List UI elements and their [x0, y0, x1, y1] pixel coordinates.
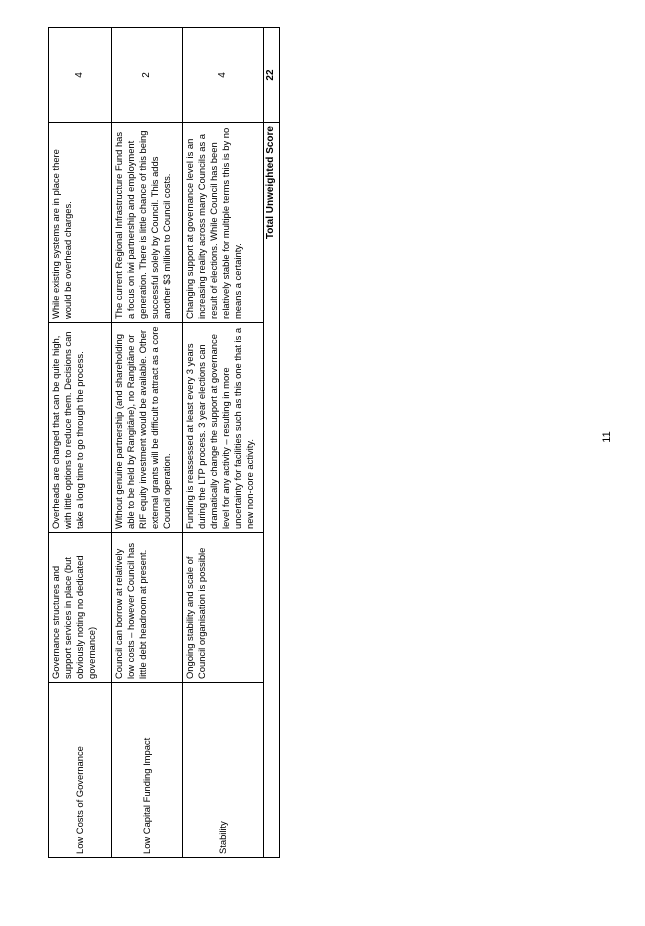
blank-cell — [264, 533, 280, 683]
weakness-cell: Overheads are charged that can be quite high, with little options to reduce them. Decisions can take a long time to go through the process. — [49, 323, 112, 533]
evaluation-table — [48, 27, 280, 858]
criterion-cell: Low Capital Funding Impact — [112, 683, 183, 858]
comment-cell: The current Regional Infrastructure Fund has a focus on iwi partnership and employment generation. There is little chance of this being successful solely by Council. This adds another $3 million to Council costs. — [112, 123, 183, 323]
weakness-cell: Without genuine partnership (and shareholding able to be held by Rangitāne), no Rangitāne or RIF equity investment would be available. Other external grants will be difficult to attract as a core Council operation. — [112, 323, 183, 533]
total-score-label: Total Unweighted Score — [264, 123, 280, 323]
score-cell: 4 — [49, 28, 112, 123]
table-row — [112, 28, 183, 858]
criterion-cell: Stability — [183, 683, 264, 858]
score-cell: 4 — [183, 28, 264, 123]
strength-cell: Governance structures and support services in place (but obviously noting no dedicated governance) — [49, 533, 112, 683]
page-number: 11 — [601, 431, 613, 443]
blank-cell — [264, 683, 280, 858]
score-cell: 2 — [112, 28, 183, 123]
blank-cell — [264, 323, 280, 533]
strength-cell: Ongoing stability and scale of Council organisation is possible — [183, 533, 264, 683]
comment-cell: While existing systems are in place there would be overhead charges. — [49, 123, 112, 323]
rotated-table-container — [48, 28, 278, 858]
table-row — [49, 28, 112, 858]
weakness-cell: Funding is reassessed at least every 3 years during the LTP process. 3 year elections can dramatically change the support at governance level for any activity – resulting in more uncertainty for facilities such as this one that is a new non-core activity. — [183, 323, 264, 533]
comment-cell: Changing support at governance level is an increasing reality across many Councils as a result of elections. While Council has been relatively stable for multiple terms this is by no means a certainty. — [183, 123, 264, 323]
total-score-value: 22 — [264, 28, 280, 123]
table-row — [183, 28, 264, 858]
strength-cell: Council can borrow at relatively low costs – however Council has little debt headroom at present. — [112, 533, 183, 683]
total-row — [264, 28, 280, 858]
criterion-cell: Low Costs of Governance — [49, 683, 112, 858]
